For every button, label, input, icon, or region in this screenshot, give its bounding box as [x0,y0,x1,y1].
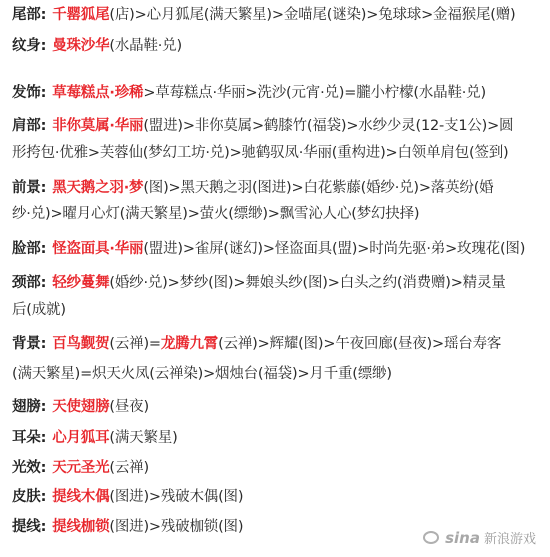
row-label: 提线: [12,519,47,535]
row-text: 形挎包·优雅>芙蓉仙(梦幻工坊·兑)>驰鹤驭凤·华丽(重构进)>白领单肩包(签到) [12,145,509,161]
row-label: 肩部: [12,118,47,134]
row-background [12,334,544,354]
row-foreground [12,178,544,198]
row-text: (盟进)>雀屏(谜幻)>怪盗面具(盟)>时尚先驱·弟>玫瑰花(图) [143,241,526,257]
row-neck-cont [12,300,544,320]
eye-logo-icon [423,531,439,544]
row-highlight: 千罂狐尾 [52,7,110,23]
row-label: 尾部: [12,7,47,23]
row-highlight: 提线枷锁 [52,519,110,535]
row-highlight: 黑天鹅之羽·梦 [52,180,144,196]
row-text: (店)>心月狐尾(满天繁星)>金喵尾(谜染)>兔球球>金福猴尾(赠) [109,7,516,23]
row-highlight: 心月狐耳 [52,430,110,446]
row-text: 后(成就) [12,302,66,318]
row-text: (满天繁星) [109,430,178,446]
row-highlight: 天元圣光 [52,460,110,476]
row-text: >草莓糕点·华丽>洗沙(元宵·兑)=朧小柠檬(水晶鞋·兑) [143,85,486,101]
row-text: (云禅) [109,460,149,476]
row-shoulder [12,116,544,136]
row-text: (婚纱·兑)>梦纱(图)>舞娘头纱(图)>白头之约(消费赠)>精灵量 [109,275,506,291]
row-highlight: 怪盗面具·华丽 [52,241,144,257]
row-label: 耳朵: [12,430,47,446]
row-label: 翅膀: [12,399,47,415]
row-highlight: 轻纱蔓舞 [52,275,110,291]
row-label: 背景: [12,336,47,352]
row-label: 皮肤: [12,489,47,505]
row-wings [12,397,544,417]
row-label: 前景: [12,180,47,196]
row-text: (图进)>残破木偶(图) [109,489,244,505]
row-tail [12,5,544,25]
row-highlight: 提线木偶 [52,489,110,505]
row-tattoo [12,36,544,56]
row-foreground-cont [12,204,544,224]
row-highlight: 曼珠沙华 [52,38,110,54]
watermark-logo: sina [445,528,480,547]
row-background-cont [12,364,544,384]
row-text: (昼夜) [109,399,149,415]
row-text: (满天繁星)=炽天火凤(云禅染)>烟烛台(福袋)>月千重(缥缈) [12,366,392,382]
row-ears [12,428,544,448]
row-text: 纱·兑)>曜月心灯(满天繁星)>萤火(缥缈)>飘雪沁人心(梦幻抉择) [12,206,420,222]
row-highlight: 草莓糕点·珍稀 [52,85,144,101]
row-hair-accessory [12,83,544,103]
row-shoulder-cont [12,143,544,163]
row-label: 光效: [12,460,47,476]
row-neck [12,273,544,293]
row-text-2: (云禅)>辉耀(图)>午夜回廊(昼夜)>瑶台寿客 [218,336,502,352]
row-highlight: 非你莫属·华丽 [52,118,144,134]
row-text: (图进)>残破枷锁(图) [109,519,244,535]
row-label: 颈部: [12,275,47,291]
row-text: (图)>黑天鹅之羽(图进)>白花紫藤(婚纱·兑)>落英纷(婚 [143,180,494,196]
watermark-text: 新浪游戏 [483,532,536,547]
row-highlight-2: 龙腾九霄 [160,336,219,352]
row-highlight: 天使翅膀 [52,399,110,415]
row-text: (水晶鞋·兑) [109,38,182,54]
row-label: 脸部: [12,241,47,257]
row-face [12,239,544,259]
row-text: (云禅)= [109,336,161,352]
row-text: (盟进)>非你莫属>鹤膝竹(福袋)>水纱少灵(12-支1公)>圆 [143,118,514,134]
row-label: 纹身: [12,38,47,54]
row-light-effect [12,458,544,478]
row-highlight: 百鸟觐贺 [52,336,110,352]
row-label: 发饰: [12,85,47,101]
row-skin [12,487,544,507]
watermark [423,528,536,547]
